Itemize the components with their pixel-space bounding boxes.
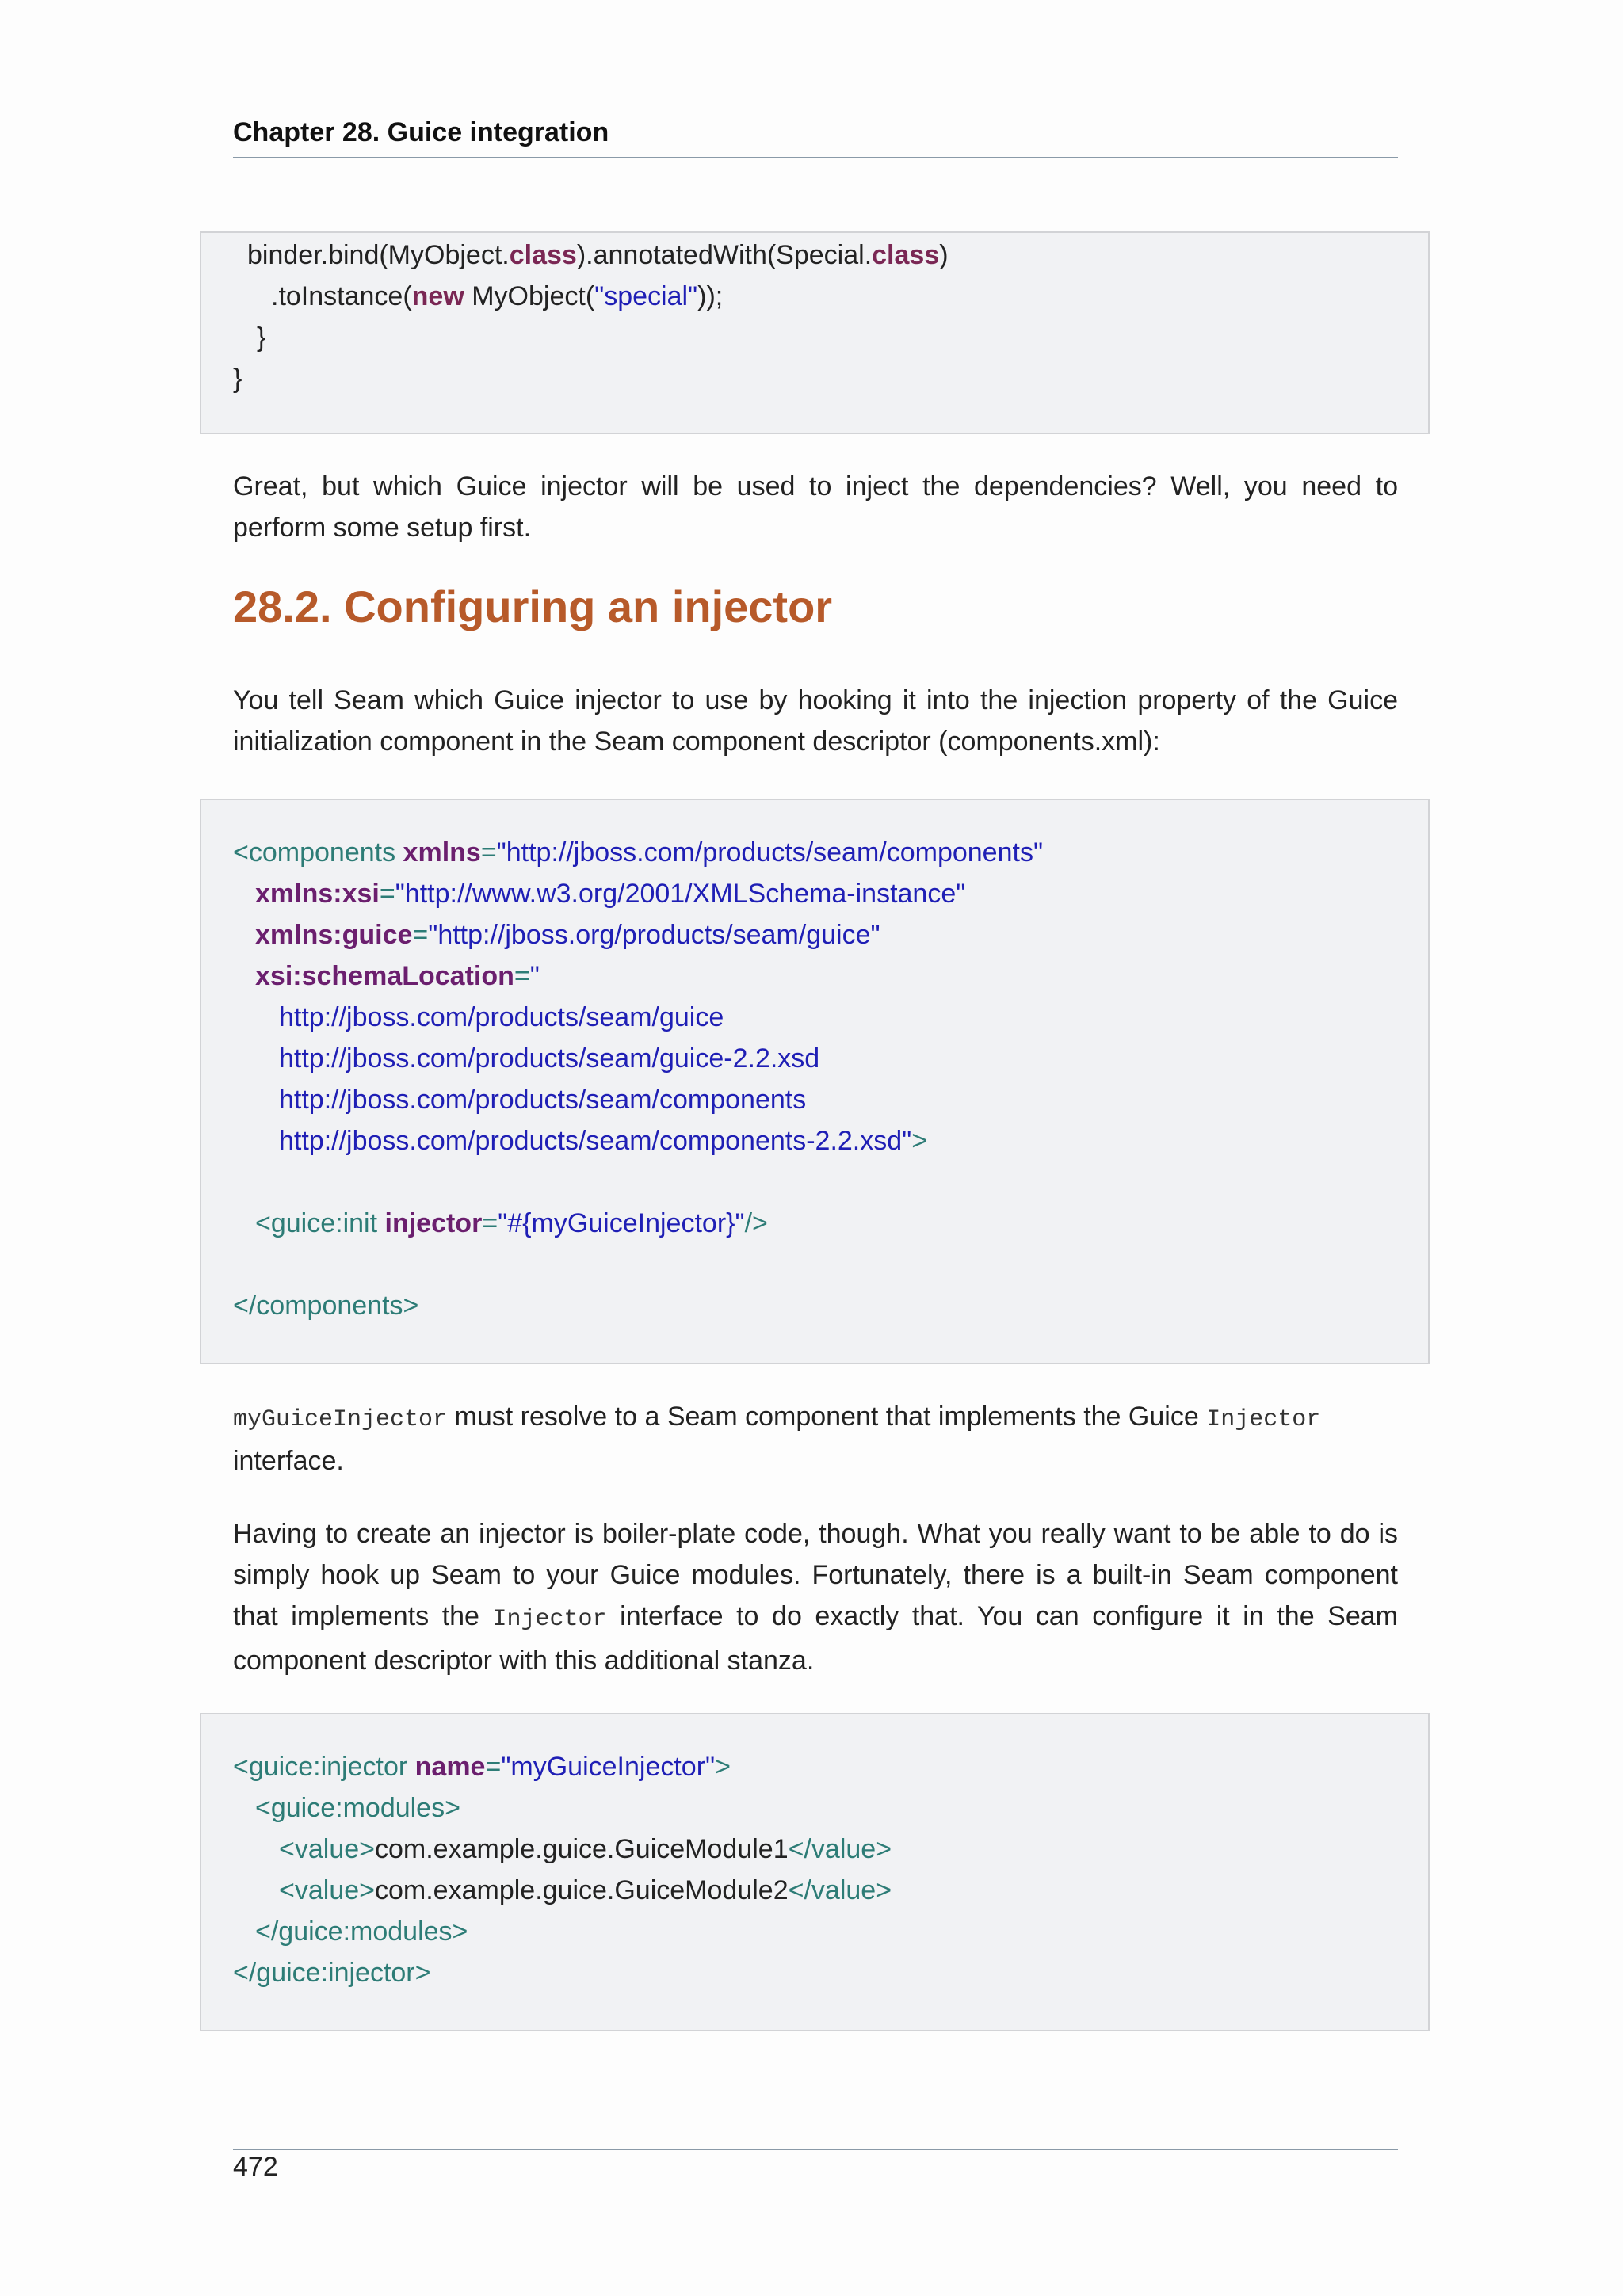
paragraph: You tell Seam which Guice injector to use by hooking it into the injection property of the Guice initialization component in the Seam component descriptor (components.xml): (233, 685, 1398, 757)
paragraph: myGuiceInjector must resolve to a Seam component that implements the Guice Injector interface. (233, 1402, 1321, 1476)
code-line: } (257, 322, 266, 353)
code-line: http://jboss.com/products/seam/guice (279, 1002, 724, 1032)
code-line: xmlns:xsi="http://www.w3.org/2001/XMLSchema-instance" (255, 879, 966, 909)
code-line: </guice:modules> (255, 1917, 468, 1947)
code-block-xml-components (200, 799, 1430, 1364)
code-line: <components xmlns="http://jboss.com/products/seam/components" (233, 837, 1044, 868)
code-block-java (200, 231, 1430, 434)
code-block-xml-injector (200, 1713, 1430, 2031)
code-line: <guice:injector name="myGuiceInjector"> (233, 1752, 731, 1782)
code-line: binder.bind(MyObject.class).annotatedWith(Special.class) (247, 240, 949, 270)
code-line: http://jboss.com/products/seam/guice-2.2.xsd (279, 1043, 820, 1074)
code-line: } (233, 364, 242, 394)
code-line: <value>com.example.guice.GuiceModule1</value> (279, 1834, 892, 1864)
paragraph: Having to create an injector is boiler-plate code, though. What you really want to be able to do is simply hook up Seam to your Guice modules. Fortunately, there is a built-in Seam component that implements the Injector interface to do exactly that. You can configure it in the Seam component descriptor with this additional stanza. (233, 1519, 1398, 1676)
inline-code: myGuiceInjector (233, 1406, 448, 1433)
code-line: xmlns:guice="http://jboss.org/products/seam/guice" (255, 920, 880, 950)
code-line: </guice:injector> (233, 1958, 431, 1988)
code-line: <value>com.example.guice.GuiceModule2</value> (279, 1875, 892, 1905)
inline-code: Injector (1206, 1406, 1321, 1433)
code-line: <guice:init injector="#{myGuiceInjector}"/> (255, 1208, 768, 1238)
code-line: <guice:modules> (255, 1793, 460, 1823)
section-heading: 28.2. Configuring an injector (233, 582, 833, 631)
code-line: http://jboss.com/products/seam/components-2.2.xsd"> (279, 1126, 928, 1156)
footer-divider (233, 2149, 1398, 2150)
code-line: xsi:schemaLocation=" (255, 961, 540, 991)
header-divider (233, 157, 1398, 158)
code-line: </components> (233, 1291, 419, 1321)
inline-code: Injector (492, 1606, 607, 1633)
paragraph: Great, but which Guice injector will be used to inject the dependencies? Well, you need to perform some setup first. (233, 471, 1398, 543)
chapter-header: Chapter 28. Guice integration (233, 117, 609, 147)
page-number: 472 (233, 2152, 278, 2182)
code-line: .toInstance(new MyObject("special")); (271, 281, 724, 311)
code-line: http://jboss.com/products/seam/components (279, 1085, 807, 1115)
